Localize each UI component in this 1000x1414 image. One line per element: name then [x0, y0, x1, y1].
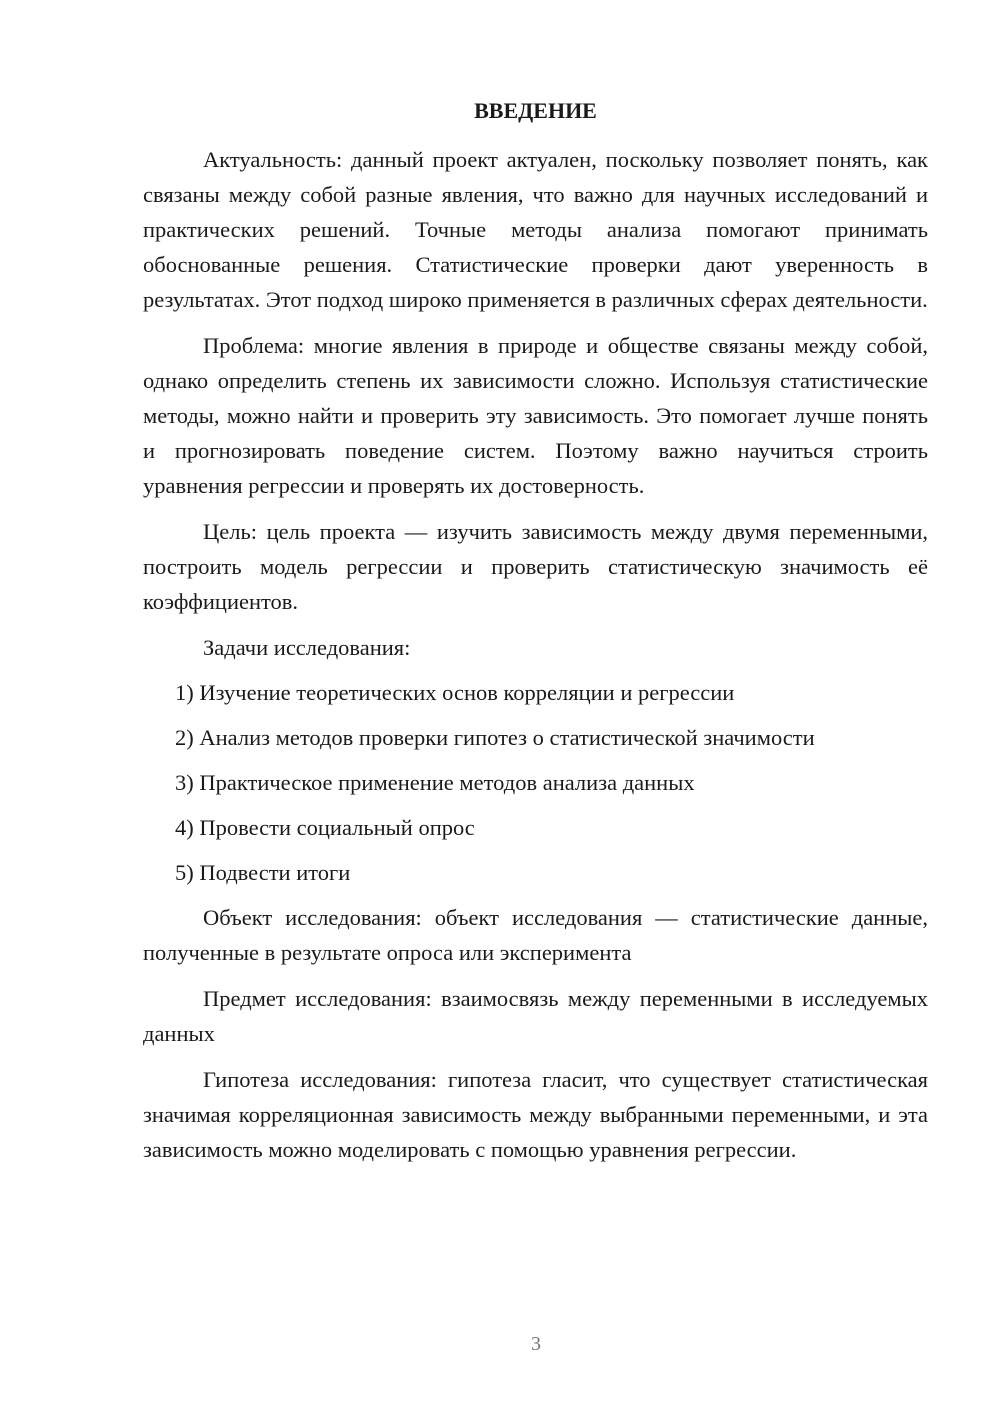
list-item: 2) Анализ методов проверки гипотез о статистической значимости	[175, 725, 815, 750]
list-item: 5) Подвести итоги	[175, 860, 351, 885]
paragraph-object: Объект исследования: объект исследования — статистические данные, полученные в результате опроса или эксперимента	[143, 905, 928, 965]
tasks-title: Задачи исследования:	[203, 635, 411, 660]
list-item: 3) Практическое применение методов анализа данных	[175, 770, 695, 795]
page-number: 3	[531, 1333, 541, 1355]
list-item: 1) Изучение теоретических основ корреляции и регрессии	[175, 680, 735, 705]
paragraph-hypothesis: Гипотеза исследования: гипотеза гласит, что существует статистическая значимая корреляционная зависимость между выбранными переменными, и эта зависимость можно моделировать с помощью уравнения регрессии.	[143, 1067, 928, 1162]
paragraph-problem: Проблема: многие явления в природе и обществе связаны между собой, однако определить степень их зависимости сложно. Используя статистические методы, можно найти и проверить эту зависимость. Это помогает лучше понять и прогнозировать поведение систем. Поэтому важно научиться строить уравнения регрессии и проверять их достоверность.	[143, 333, 928, 498]
tasks-list	[143, 675, 928, 890]
paragraph-subject: Предмет исследования: взаимосвязь между переменными в исследуемых данных	[143, 986, 928, 1046]
section-heading: ВВЕДЕНИЕ	[474, 98, 597, 123]
paragraph-relevance: Актуальность: данный проект актуален, поскольку позволяет понять, как связаны между собой разные явления, что важно для научных исследований и практических решений. Точные методы анализа помогают принимать обоснованные решения. Статистические проверки дают уверенность в результатах. Этот подход широко применяется в различных сферах деятельности.	[143, 147, 928, 312]
list-item: 4) Провести социальный опрос	[175, 815, 475, 840]
document-page	[143, 93, 928, 1178]
paragraph-goal: Цель: цель проекта — изучить зависимость между двумя переменными, построить модель регрессии и проверить статистическую значимость её коэффициентов.	[143, 519, 928, 614]
